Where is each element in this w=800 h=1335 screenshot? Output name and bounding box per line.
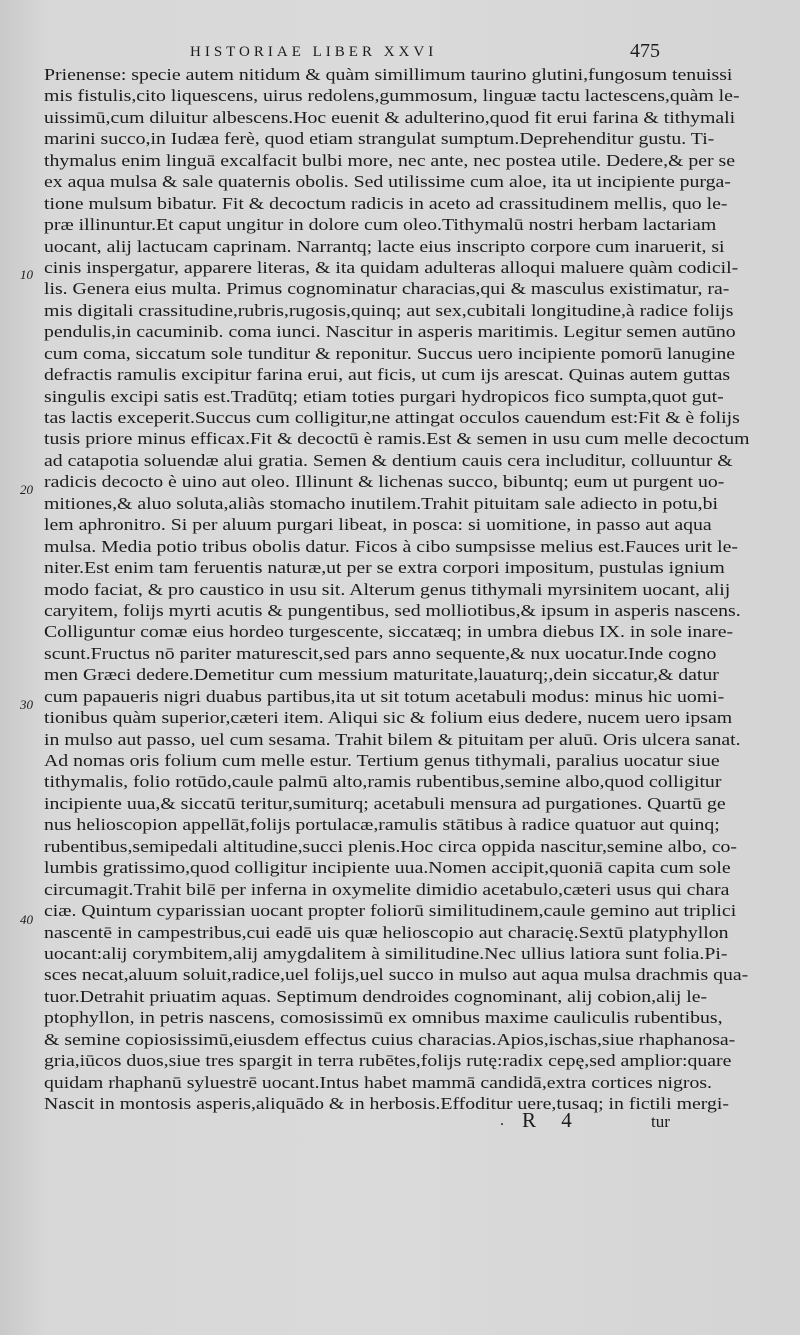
text-line: mis digitali crassitudine,rubris,rugosis,quinq; aut sex,cubitali longitudine,à radice folijs	[44, 300, 734, 320]
text-line: uocant, alij lactucam caprinam. Narrantq; lacte eius inscripto corpore cum inaruerit, si	[44, 236, 725, 256]
footer-mark: .	[500, 1112, 504, 1129]
text-line: niter.Est enim tam feruentis naturæ,ut per se extra corpori impositum, pustulas ignium	[44, 558, 725, 578]
text-line: Prienense: specie autem nitidum & quàm simillimum taurino glutini,fungosum tenuissi	[44, 65, 733, 84]
text-line: lem aphronitro. Si per aluum purgari libeat, in posca: si uomitione, in passo aut aqua	[44, 515, 712, 535]
text-line: cum coma, siccatum sole tunditur & reponitur. Succus uero incipiente pomorū lanugine	[44, 343, 736, 363]
text-line: tuor.Detrahit priuatim aquas. Septimum dendroides cognominant, alij cobion,alij le-	[44, 986, 708, 1006]
text-line: mis fistulis,cito liquescens, uirus redolens,gummosum, linguæ tactu lactescens,quàm le-	[44, 86, 740, 106]
text-line: incipiente uua,& siccatū teritur,sumiturq; acetabuli mensura ad purgationes. Quartū ge	[44, 793, 726, 813]
text-line: gria,iūcos duos,siue tres spargit in terra rubētes,folijs rutę:radix cepę,sed amplior:quare	[44, 1051, 732, 1071]
text-line: lis. Genera eius multa. Primus cognominatur characias,qui & masculus existimatur, ra-	[44, 279, 730, 299]
text-line: thymalus enim linguā excalfacit bulbi more, nec ante, nec postea utile. Dedere,& per se	[44, 150, 735, 170]
text-line: lumbis gratissimo,quod colligitur incipiente uua.Nomen accipit,quoniā capita cum sole	[44, 858, 731, 878]
text-line: singulis excipi satis est.Tradūtq; etiam toties purgari hydropicos fico sumpta,quot gut-	[44, 386, 724, 406]
body-text	[44, 64, 784, 1114]
text-line: & semine copiosissimū,eiusdem effectus cuius characias.Apios,ischas,siue rhaphanosa-	[44, 1029, 736, 1049]
text-line: uocant:alij corymbitem,alij amygdalitem à similitudine.Nec ullius latiora sunt folia.Pi-	[44, 943, 728, 963]
text-line: ad catapotia soluendæ alui gratia. Semen & dentium cauis cera includitur, colluuntur &	[44, 450, 733, 470]
margin-line-number: 20	[20, 482, 33, 497]
text-line: mulsa. Media potio tribus obolis datur. Ficos à cibo sumpsisse melius est.Fauces urit le-	[44, 536, 738, 556]
running-title: HISTORIAE LIBER XXVI	[190, 44, 438, 60]
text-line: tas lactis exceperit.Succus cum colligitur,ne attingat occulos cauendum est:Fit & è folijs	[44, 408, 740, 427]
text-line: in mulso aut passo, uel cum sesama. Trahit bilem & pituitam per aluū. Oris ulcera sanat.	[44, 729, 741, 749]
text-line: præ illinuntur.Et caput ungitur in dolore cum oleo.Tithymalū nostri herbam lactariam	[44, 215, 717, 235]
text-line: ex aqua mulsa & sale quaternis obolis. Sed utilissime cum aloe, ita ut incipiente purga-	[44, 172, 731, 192]
text-line: nascentē in campestribus,cui eadē uis quæ helioscopio aut characię.Sextū platyphyllon	[44, 922, 729, 942]
text-line: modo faciat, & pro caustico in usu sit. Alterum genus tithymali myrsinitem uocant, alij	[44, 579, 731, 599]
margin-line-number: 30	[20, 697, 33, 712]
catchword: tur	[651, 1112, 670, 1131]
signature-mark: R 4	[522, 1108, 582, 1132]
text-line: mitiones,& aluo soluta,aliàs stomacho inutilem.Trahit pituitam sale adiecto in potu,bi	[44, 493, 718, 513]
text-line: uissimū,cum diluitur albescens.Hoc euenit & adulterino,quod fit erui farina & tithymali	[44, 107, 736, 127]
margin-line-number: 40	[20, 912, 33, 927]
text-line: rubentibus,semipedali altitudine,succi plenis.Hoc circa oppida nascitur,semine albo, co-	[44, 836, 738, 856]
text-line: marini succo,in Iudæa ferè, quod etiam strangulat sumptum.Deprehenditur gustu. Ti-	[44, 129, 715, 149]
text-line: nus helioscopion appellāt,folijs portulacæ,ramulis stātibus à radice quatuor aut quinq;	[44, 815, 720, 835]
text-line: Colliguntur comæ eius hordeo turgescente, siccatæq; in umbra diebus IX. in sole inare-	[44, 622, 734, 642]
text-line: Nascit in montosis asperis,aliquādo & in herbosis.Effoditur uere,tusaq; in fictili mergi-	[44, 1094, 729, 1113]
text-line: quidam rhaphanū syluestrē uocant.Intus habet mammā candidā,extra cortices nigros.	[44, 1072, 712, 1092]
text-line: sces necat,aluum soluit,radice,uel folijs,uel succo in mulso aut aqua mulsa drachmis qua-	[44, 965, 749, 985]
text-line: men Græci dedere.Demetitur cum messium maturitate,lauaturq;,dein siccatur,& datur	[44, 665, 719, 685]
text-line: radicis decocto è uino aut oleo. Illinunt & lichenas succo, bibuntq; eum ut purgent uo-	[44, 472, 725, 492]
running-head	[190, 40, 790, 64]
text-line: Ad nomas oris folium cum melle estur. Tertium genus tithymali, paralius uocatur siue	[44, 751, 720, 770]
text-line: caryitem, folijs myrti acutis & pungentibus, sed molliotibus,& ipsum in asperis nascens.	[44, 600, 741, 620]
text-line: tione mulsum bibatur. Fit & decoctum radicis in aceto ad crassitudinem mellis, quo le-	[44, 193, 728, 213]
text-line: circumagit.Trahit bilē per inferna in oxymelite dimidio acetabulo,cæteri usus qui chara	[44, 879, 730, 899]
text-line: defractis ramulis excipitur farina erui, aut ficis, ut cum ijs arescat. Quinas autem guttas	[44, 365, 731, 385]
text-line: ptophyllon, in petris nascens, comosissimū ex omnibus maxime cauliculis rubentibus,	[44, 1008, 723, 1028]
folio-number: 475	[630, 40, 660, 62]
text-line: pendulis,in cacuminib. coma iunci. Nascitur in asperis maritimis. Legitur semen autūno	[44, 322, 736, 342]
text-line: tusis priore minus efficax.Fit & decoctū è ramis.Est & semen in usu cum melle decoctum	[44, 429, 750, 449]
page-footer	[44, 1108, 784, 1140]
text-line: tithymalis, folio rotūdo,caule palmū alto,ramis rubentibus,semine albo,quod colligitur	[44, 772, 722, 792]
text-line: scunt.Fructus nō pariter maturescit,sed pars anno sequente,& nux uocatur.Inde cogno	[44, 643, 717, 663]
text-line: cinis inspergatur, apparere literas, & ita quidam adulteras alloqui maluere quàm codicil-	[44, 257, 739, 277]
text-line: ciæ. Quintum cyparissian uocant propter foliorū similitudinem,caule gemino aut triplici	[44, 901, 737, 921]
text-line: cum papaueris nigri duabus partibus,ita ut sit totum acetabuli modus: minus hic uomi-	[44, 686, 725, 706]
text-line: tionibus quàm superior,cæteri item. Aliqui sic & folium eius dedere, nucem uero ipsam	[44, 708, 733, 728]
margin-line-number: 10	[20, 267, 33, 282]
